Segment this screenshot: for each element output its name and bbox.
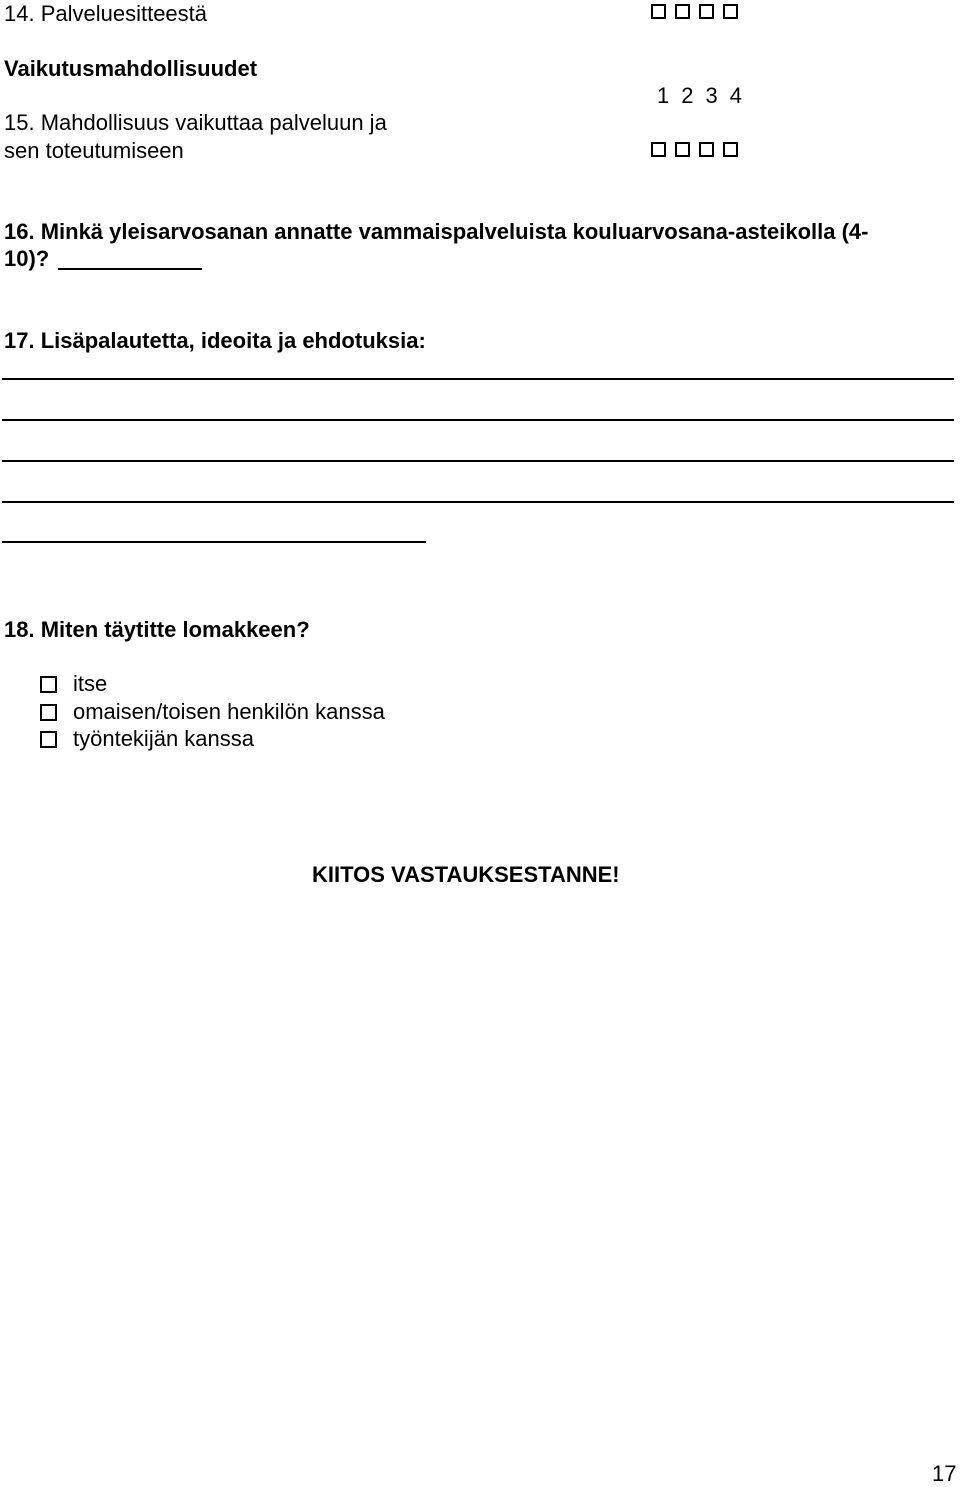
q18-option-itse[interactable] xyxy=(40,671,107,697)
q14-label: 14. Palveluesitteestä xyxy=(4,1,208,26)
page-number: 17 xyxy=(932,1461,957,1486)
scale-number-1: 1 xyxy=(657,83,670,108)
q18-option-tyontekijan[interactable] xyxy=(40,726,254,752)
q16-label-line1: 16. Minkä yleisarvosanan annatte vammaispalveluista kouluarvosana-asteikolla (4- xyxy=(4,219,869,244)
q17-answer-line-1[interactable] xyxy=(2,378,954,380)
q15-rating-1-checkbox[interactable] xyxy=(651,142,666,157)
q15-rating-3-checkbox[interactable] xyxy=(699,142,714,157)
q15-rating-4-checkbox[interactable] xyxy=(723,142,738,157)
closing-text: KIITOS VASTAUKSESTANNE! xyxy=(312,862,620,887)
q17-answer-line-3[interactable] xyxy=(2,460,954,462)
q15-rating-boxes xyxy=(651,142,738,157)
q18-option-tyontekijan-label: työntekijän kanssa xyxy=(73,726,254,751)
scale-number-4: 4 xyxy=(729,83,742,108)
q18-option-itse-checkbox[interactable] xyxy=(40,676,57,693)
q14-rating-2-checkbox[interactable] xyxy=(675,4,690,19)
q14-rating-boxes xyxy=(651,4,738,19)
q15-label-line2: sen toteutumiseen xyxy=(4,138,184,163)
rating-scale xyxy=(657,83,742,109)
q18-option-omaisen-checkbox[interactable] xyxy=(40,704,57,721)
scale-number-3: 3 xyxy=(705,83,718,108)
q14-rating-1-checkbox[interactable] xyxy=(651,4,666,19)
scale-number-2: 2 xyxy=(681,83,694,108)
q18-option-tyontekijan-checkbox[interactable] xyxy=(40,731,57,748)
q18-option-omaisen[interactable] xyxy=(40,699,385,725)
q18-option-itse-label: itse xyxy=(73,671,108,696)
q18-option-omaisen-label: omaisen/toisen henkilön kanssa xyxy=(73,699,385,724)
q14-rating-4-checkbox[interactable] xyxy=(723,4,738,19)
q18-label: 18. Miten täytitte lomakkeen? xyxy=(4,617,310,642)
q17-answer-line-4[interactable] xyxy=(2,501,954,503)
q16-answer-line[interactable] xyxy=(58,268,202,270)
q16-label-line2: 10)? xyxy=(4,246,50,271)
q15-rating-2-checkbox[interactable] xyxy=(675,142,690,157)
q15-label-line1: 15. Mahdollisuus vaikuttaa palveluun ja xyxy=(4,110,387,135)
q14-rating-3-checkbox[interactable] xyxy=(699,4,714,19)
q17-answer-line-2[interactable] xyxy=(2,419,954,421)
q17-answer-line-5[interactable] xyxy=(2,541,426,543)
q17-label: 17. Lisäpalautetta, ideoita ja ehdotuksia: xyxy=(4,328,426,353)
section-title: Vaikutusmahdollisuudet xyxy=(4,56,258,81)
